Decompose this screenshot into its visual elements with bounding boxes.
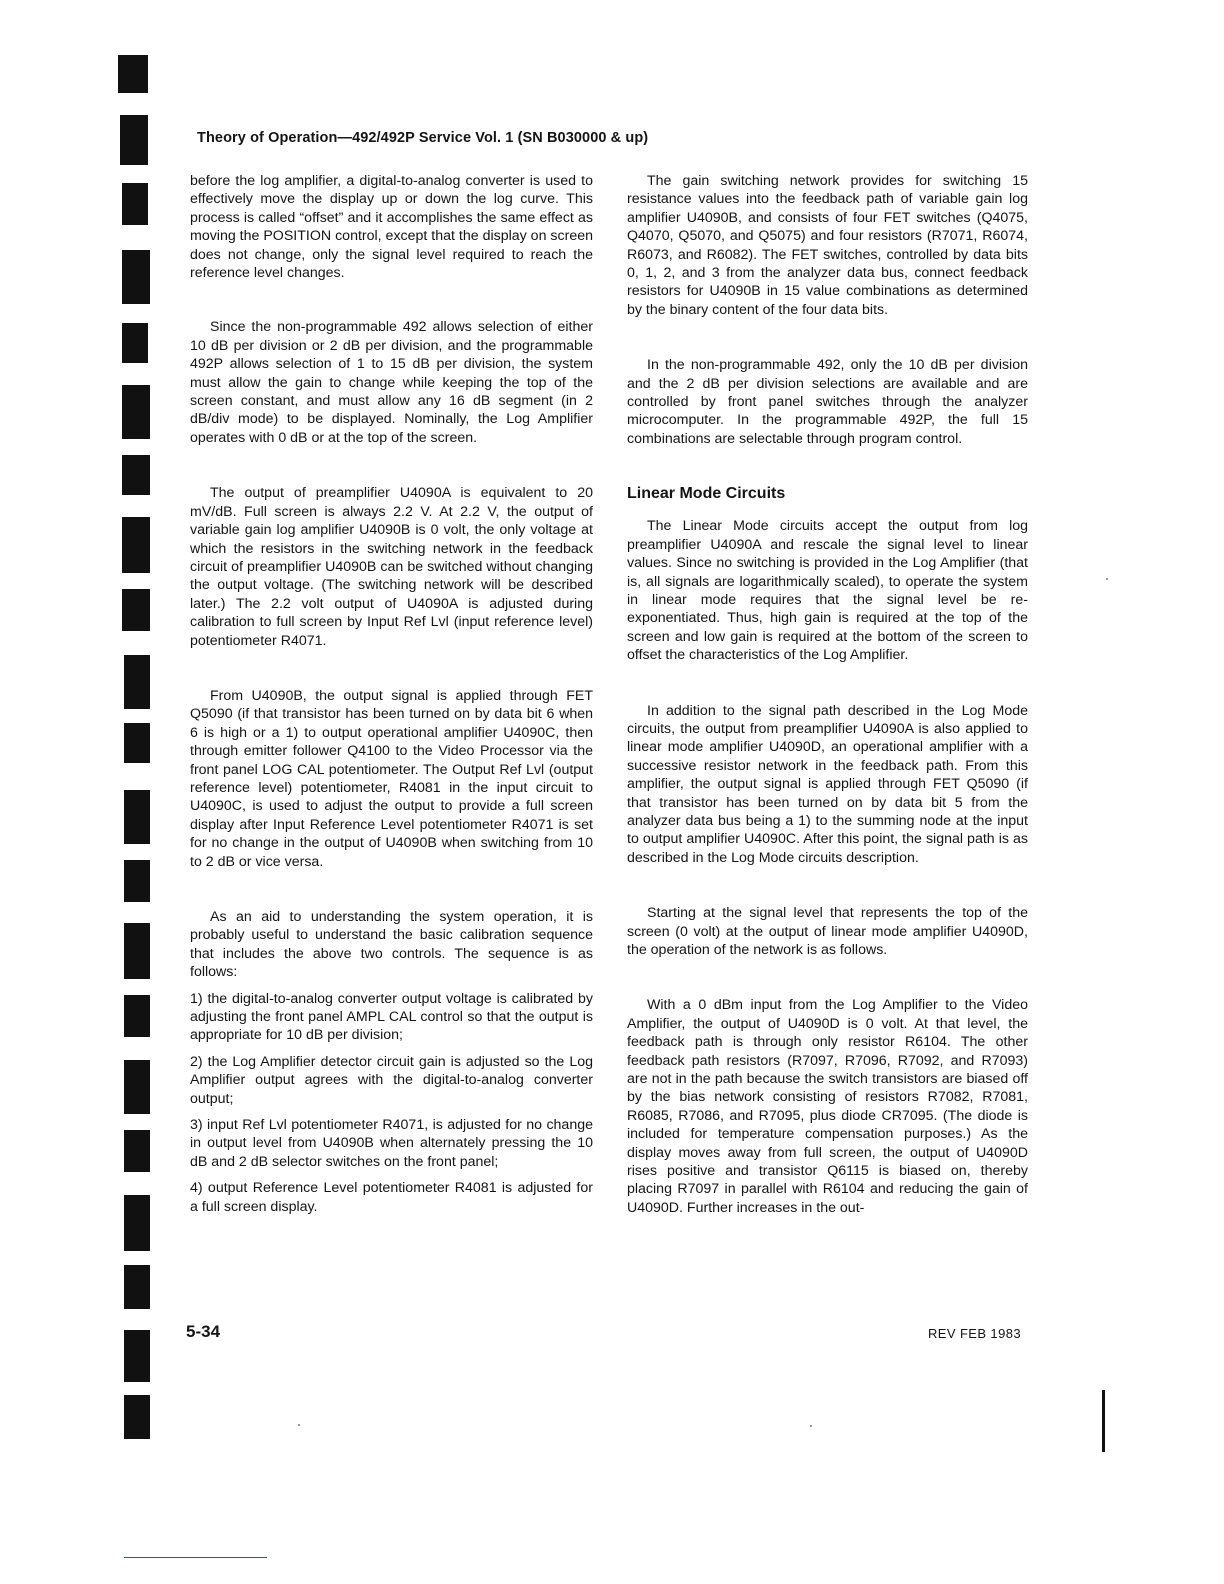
binder-mark: [124, 1130, 150, 1172]
right-column: [627, 172, 1028, 1217]
paragraph: Starting at the signal level that represents the top of the screen (0 volt) at the output of linear mode amplifier U4090D, the operation of the network is as follows.: [627, 905, 1028, 958]
revision-date: REV FEB 1983: [928, 1326, 1021, 1341]
binder-mark: [124, 1395, 150, 1439]
binder-mark: [122, 455, 150, 495]
binder-mark: [122, 385, 150, 439]
calibration-step: 1) the digital-to-analog converter output voltage is calibrated by adjusting the front panel AMPL CAL control so that the output is appropriate for 10 dB per division;: [190, 990, 593, 1044]
binder-mark: [118, 55, 148, 93]
paragraph: With a 0 dBm input from the Log Amplifier to the Video Amplifier, the output of U4090D is 0 volt. At that level, the feedback path is through only resistor R6104. The other feedback path resistors (R7097, R7096, R7092, and R7093) are not in the path because the switch transistors are biased off by the bias network consisting of resistors R7082, R7081, R6085, R7086, and R7095, plus diode CR7095. (The diode is included for temperature compensation purposes.) As the display moves away from full screen, the output of U4090D rises positive and transistor Q6115 is biased on, thereby placing R7097 in parallel with R6104 and reducing the gain of U4090D. Further increases in the out-: [627, 997, 1028, 1216]
section-title: Linear Mode Circuits: [627, 485, 786, 503]
binder-mark: [124, 923, 150, 979]
binder-mark: [124, 790, 150, 844]
binder-mark: [122, 250, 150, 304]
scan-speck: [298, 1424, 300, 1426]
binder-mark: [122, 183, 148, 225]
paragraph: The Linear Mode circuits accept the output from log preamplifier U4090A and rescale the signal level to linear values. Since no switching is provided in the Log Amplifier (that is, all signals are logarithmically scaled), to operate the system in linear mode requires that the signal level be re-exponentiated. Thus, high gain is required at the top of the screen and low gain is required at the bottom of the screen to offset the characteristics of the Log Amplifier.: [627, 518, 1028, 664]
margin-rule: [1102, 1390, 1105, 1452]
paragraph: From U4090B, the output signal is applied through FET Q5090 (if that transistor has been turned on by data bit 6 when 6 is high or a 1) to output operational amplifier U4090C, then through emitter follower Q4100 to the Video Processor via the front panel LOG CAL potentiometer. The Output Ref Lvl (output reference level) potentiometer, R4081 in the input circuit to U4090C, is used to adjust the output to provide a full screen display after Input Reference Level potentiometer R4071 is set for no change in the output of U4090B when switching from 10 to 2 dB or vice versa.: [190, 687, 593, 870]
paragraph: As an aid to understanding the system operation, it is probably useful to understand the basic calibration sequence that includes the above two controls. The sequence is as follows:: [190, 909, 593, 981]
binder-mark: [124, 1330, 150, 1382]
binder-mark: [124, 655, 150, 709]
paragraph: In addition to the signal path described in the Log Mode circuits, the output from preamplifier U4090A is also applied to linear mode amplifier U4090D, an operational amplifier with a successive resistor network in the feedback path. From this amplifier, the output signal is applied through FET Q5090 (if that transistor has been turned on by data bit 5 from the analyzer data bus being a 1) to the summing node at the input to output amplifier U4090C. After this point, the signal path is as described in the Log Mode circuits description.: [627, 702, 1028, 866]
binder-mark: [122, 589, 150, 631]
paragraph: In the non-programmable 492, only the 10 dB per division and the 2 dB per division selections are available and are controlled by front panel switches through the analyzer microcomputer. In the programmable 492P, the full 15 combinations are selectable through program control.: [627, 357, 1028, 447]
binder-mark: [124, 1265, 150, 1309]
page-header: Theory of Operation—492/492P Service Vol. 1 (SN B030000 & up): [197, 130, 649, 146]
paragraph: The gain switching network provides for switching 15 resistance values into the feedback path of variable gain log amplifier U4090B, and consists of four FET switches (Q4075, Q4070, Q5070, and Q5075) and four resistors (R7071, R6074, R6073, and R6082). The FET switches, controlled by data bits 0, 1, 2, and 3 from the analyzer data bus, connect feedback resistors for U4090B in 15 value combinations as determined by the binary content of the four data bits.: [627, 173, 1028, 318]
binder-mark: [124, 860, 150, 902]
binder-mark: [124, 1195, 150, 1251]
bottom-rule: [124, 1557, 267, 1558]
binder-mark: [120, 115, 148, 165]
left-column: [190, 172, 593, 1216]
paragraph: before the log amplifier, a digital-to-analog converter is used to effectively move the display up or down the log curve. This process is called “offset” and it accomplishes the same effect as moving the POSITION control, except that the display on screen does not change, only the signal level required to reach the reference level changes.: [190, 173, 593, 282]
binder-mark: [122, 323, 148, 363]
binder-mark: [124, 995, 150, 1037]
binding-strip: [110, 55, 154, 1445]
paragraph: The output of preamplifier U4090A is equivalent to 20 mV/dB. Full screen is always 2.2 V. At 2.2 V, the output of variable gain log amplifier U4090B is 0 volt, the only voltage at which the resistors in the switching network in the feedback circuit of preamplifier U4090B can be switched without changing the output voltage. (The switching network will be described later.) The 2.2 volt output of U4090A is adjusted during calibration to full screen by Input Ref Lvl (input reference level) potentiometer R4071.: [190, 485, 593, 649]
binder-mark: [124, 723, 150, 763]
calibration-step: 3) input Ref Lvl potentiometer R4071, is adjusted for no change in output level from U4090B when alternately pressing the 10 dB and 2 dB selector switches on the front panel;: [190, 1117, 593, 1170]
page-number: 5-34: [186, 1322, 221, 1341]
paragraph: Since the non-programmable 492 allows selection of either 10 dB per division or 2 dB per division, and the programmable 492P allows selection of 1 to 15 dB per division, the system must allow the gain to change while keeping the top of the screen constant, and must allow any 16 dB segment (in 2 dB/div mode) to be displayed. Nominally, the Log Amplifier operates with 0 dB or at the top of the screen.: [190, 319, 593, 446]
scan-speck: [810, 1425, 812, 1427]
scan-speck: [1106, 578, 1108, 580]
binder-mark: [122, 517, 150, 573]
calibration-step: 2) the Log Amplifier detector circuit gain is adjusted so the Log Amplifier output agrees with the digital-to-analog converter output;: [190, 1053, 593, 1107]
calibration-step: 4) output Reference Level potentiometer R4081 is adjusted for a full screen display.: [190, 1180, 593, 1215]
binder-mark: [124, 1060, 150, 1114]
